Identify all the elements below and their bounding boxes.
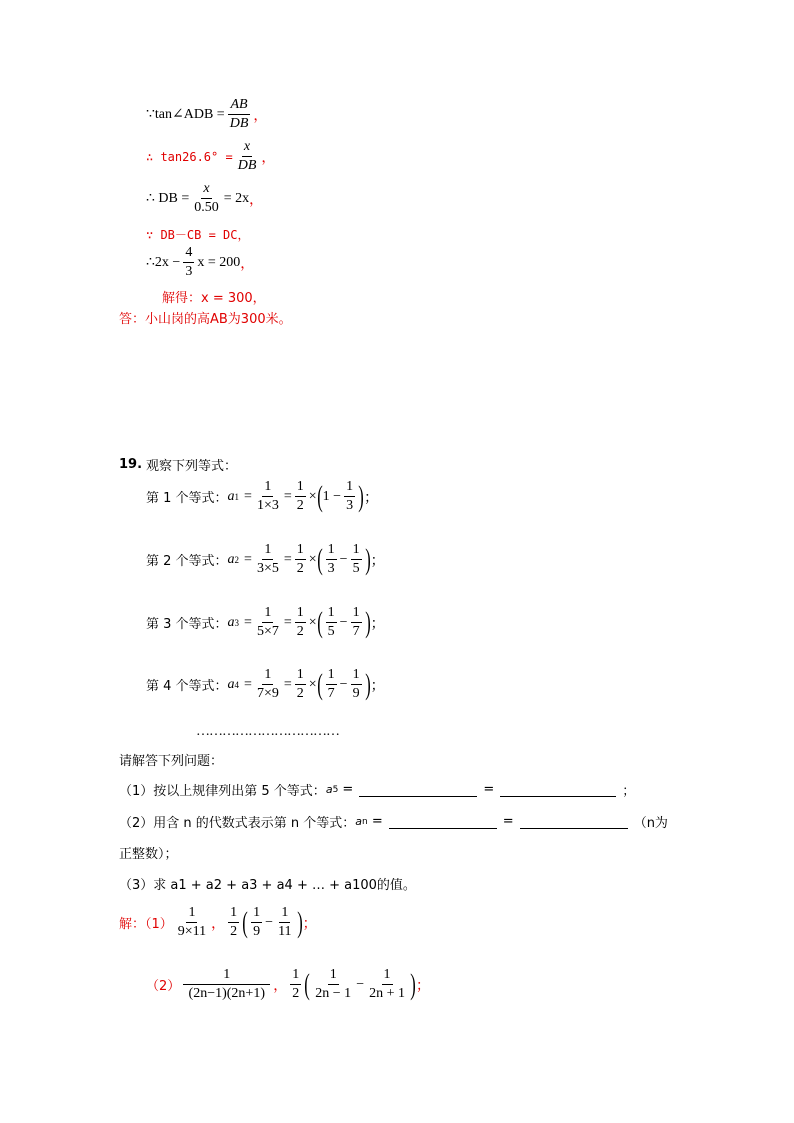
sol-line-2 <box>146 140 275 173</box>
eq-label: 第 3 个等式： <box>146 617 228 633</box>
answer-blank[interactable] <box>500 782 616 797</box>
text: （1）按以上规律列出第 5 个等式： <box>119 784 326 799</box>
eq-label: 第 1 个等式： <box>146 491 228 507</box>
fraction: $\frac{4}{3}$ <box>185 245 193 279</box>
text: ∴ tan26.6° = <box>146 149 233 164</box>
fraction: $\frac{x}{0.50}$ <box>194 181 219 215</box>
text: ∴2x − <box>146 255 181 271</box>
fraction: $\frac{x}{DB}$ <box>237 139 257 173</box>
q19-ask: 请解答下列问题： <box>119 754 224 769</box>
answer-part-2: （2） $\frac{1}{(2n-1)(2n+1)}$ ， $\frac{1}{2}$ ( $\frac{1}{2n - 1}$ − $\frac{1}{2n + 1}$ ) ； <box>146 967 430 1001</box>
punct: ， <box>240 256 255 272</box>
q19-part-2-wrap: 正整数）； <box>119 847 178 862</box>
sol-answer: 答：小山岗的高AB为300米。 <box>119 312 292 327</box>
sol-line-4: ∵ DB－CB = DC， <box>146 228 250 242</box>
text: x = 200 <box>197 254 241 270</box>
sol-line-1 <box>146 98 267 131</box>
sol-line-3 <box>146 182 263 215</box>
q19-eq-1: 第 1 个等式： a 1 = $\frac{1}{1\times 3}$ = $\frac{1}{2}$ × ( 1 − $\frac{1}{3}$ ) ； <box>146 479 379 513</box>
q19-part-2: （2）用含 n 的代数式表示第 n 个等式： a n = = （n为 <box>119 814 668 831</box>
text: （2）用含 n 的代数式表示第 n 个等式： <box>119 816 356 831</box>
q19-number: 19. <box>119 457 143 472</box>
fraction: $\frac{AB}{DB}$ <box>229 97 249 131</box>
q19-part-1: （1）按以上规律列出第 5 个等式： a 5 = = ； <box>119 782 636 799</box>
text: ∴ DB = <box>146 191 190 207</box>
q19-eq-3: 第 3 个等式： a 3 = $\frac{1}{5\times 7}$ = $\frac{1}{2}$ × ( $\frac{1}{5}$ − $\frac{1}{7}$ ) ； <box>146 605 385 639</box>
sol-line-6: 解得：x = 300， <box>162 291 266 306</box>
q19-heading <box>119 455 237 474</box>
punct: ， <box>253 108 268 124</box>
eq-label: 第 2 个等式： <box>146 554 228 570</box>
q19-part-3: （3）求 a1 + a2 + a3 + a4 + … + a100的值。 <box>119 878 416 893</box>
fraction: $\frac{1}{3}$ <box>346 479 354 513</box>
q19-eq-2: 第 2 个等式： a 2 = $\frac{1}{3\times 5}$ = $\frac{1}{2}$ × ( $\frac{1}{3}$ − $\frac{1}{5}$ ) ； <box>146 542 385 576</box>
punct: ， <box>249 192 264 208</box>
text: （2） <box>146 979 181 995</box>
text: 解：（1） <box>119 917 173 933</box>
answer-blank[interactable] <box>389 814 497 829</box>
answer-blank[interactable] <box>520 814 628 829</box>
answer-part-1: 解：（1） $\frac{1}{9\times 11}$ ， $\frac{1}{2}$ ( $\frac{1}{9}$ − $\frac{1}{11}$ ) ； <box>119 905 317 939</box>
punct: ， <box>261 150 276 166</box>
q19-intro: 观察下列等式： <box>146 459 238 474</box>
text: = 2x <box>223 190 250 206</box>
sol-line-5 <box>146 246 254 279</box>
eq-label: 第 4 个等式： <box>146 679 228 695</box>
ellipsis-dots: …………………………… <box>196 724 339 739</box>
q19-eq-4: 第 4 个等式： a 4 = $\frac{1}{7\times 9}$ = $\frac{1}{2}$ × ( $\frac{1}{7}$ − $\frac{1}{9}$ ) ； <box>146 667 385 701</box>
text: ∵tan∠ADB = <box>146 107 225 123</box>
fraction: $\frac{1}{2}$ <box>296 479 304 513</box>
fraction: $\frac{1}{1\times 3}$ <box>256 479 279 513</box>
answer-blank[interactable] <box>359 782 477 797</box>
